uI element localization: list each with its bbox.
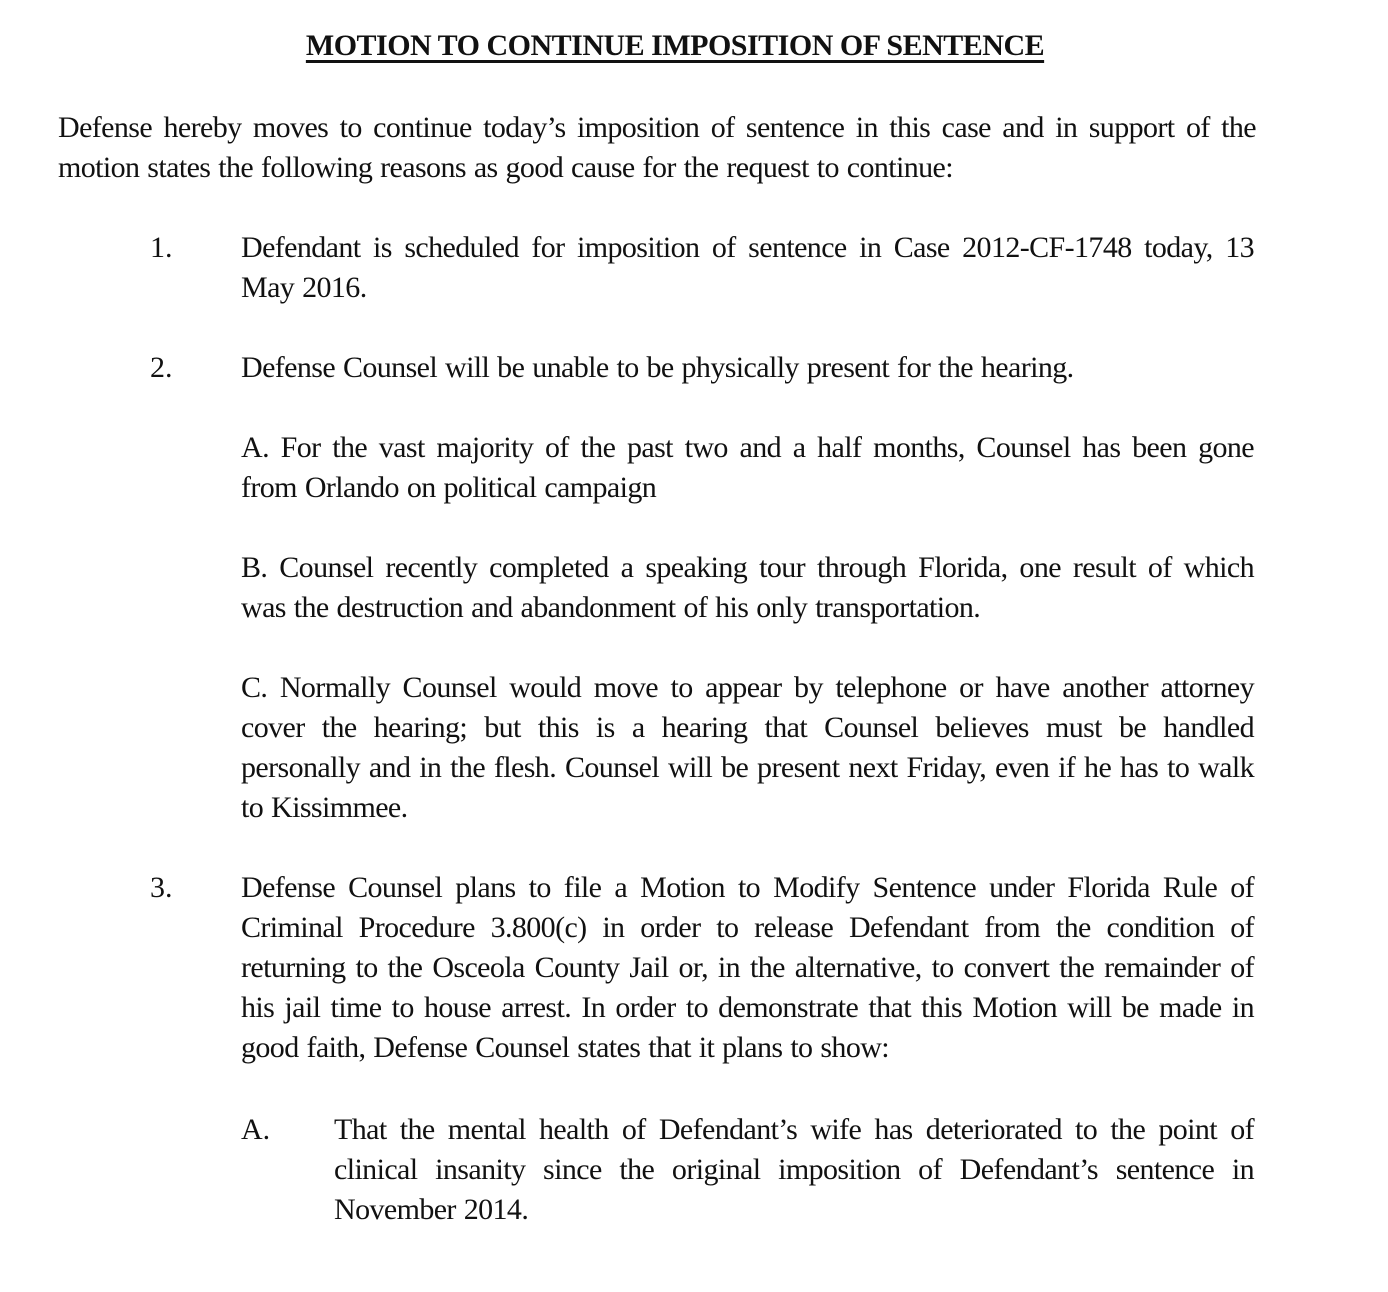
intro-paragraph: Defense hereby moves to continue today’s imposition of sentence in this case and in support of the motion states the following reasons as good cause for the request to continue: xyxy=(58,111,1256,184)
document-title: MOTION TO CONTINUE IMPOSITION OF SENTENCE xyxy=(305,29,1045,62)
item-3-subitem-a-label: A. xyxy=(241,1113,271,1146)
item-2-text: Defense Counsel will be unable to be physically present for the hearing. xyxy=(241,351,1074,384)
item-3-subitem-a-text: That the mental health of Defendant’s wife has deteriorated to the point of clinical insanity since the original imposition of Defendant’s sentence in November 2014. xyxy=(334,1113,1254,1226)
item-2-number: 2. xyxy=(150,351,173,384)
item-2-subitem-c: C. Normally Counsel would move to appear by telephone or have another attorney cover the hearing; but this is a hearing that Counsel believes must be handled personally and in the flesh. Counsel will be present next Friday, even if he has to walk to Kissimmee. xyxy=(241,671,1254,824)
item-2-subitem-b: B. Counsel recently completed a speaking tour through Florida, one result of which was the destruction and abandonment of his only transportation. xyxy=(241,551,1254,624)
item-3-text: Defense Counsel plans to file a Motion to Modify Sentence under Florida Rule of Criminal Procedure 3.800(c) in order to release Defendant from the condition of returning to the Osceola County Jail or, in the alternative, to convert the remainder of his jail time to house arrest. In order to demonstrate that this Motion will be made in good faith, Defense Counsel states that it plans to show: xyxy=(241,871,1254,1064)
item-3-number: 3. xyxy=(150,871,173,904)
item-1-text: Defendant is scheduled for imposition of sentence in Case 2012-CF-1748 today, 13 May 2016. xyxy=(241,231,1254,304)
item-1-number: 1. xyxy=(150,231,173,264)
item-2-subitem-a: A. For the vast majority of the past two and a half months, Counsel has been gone from Orlando on political campaign xyxy=(241,431,1254,504)
